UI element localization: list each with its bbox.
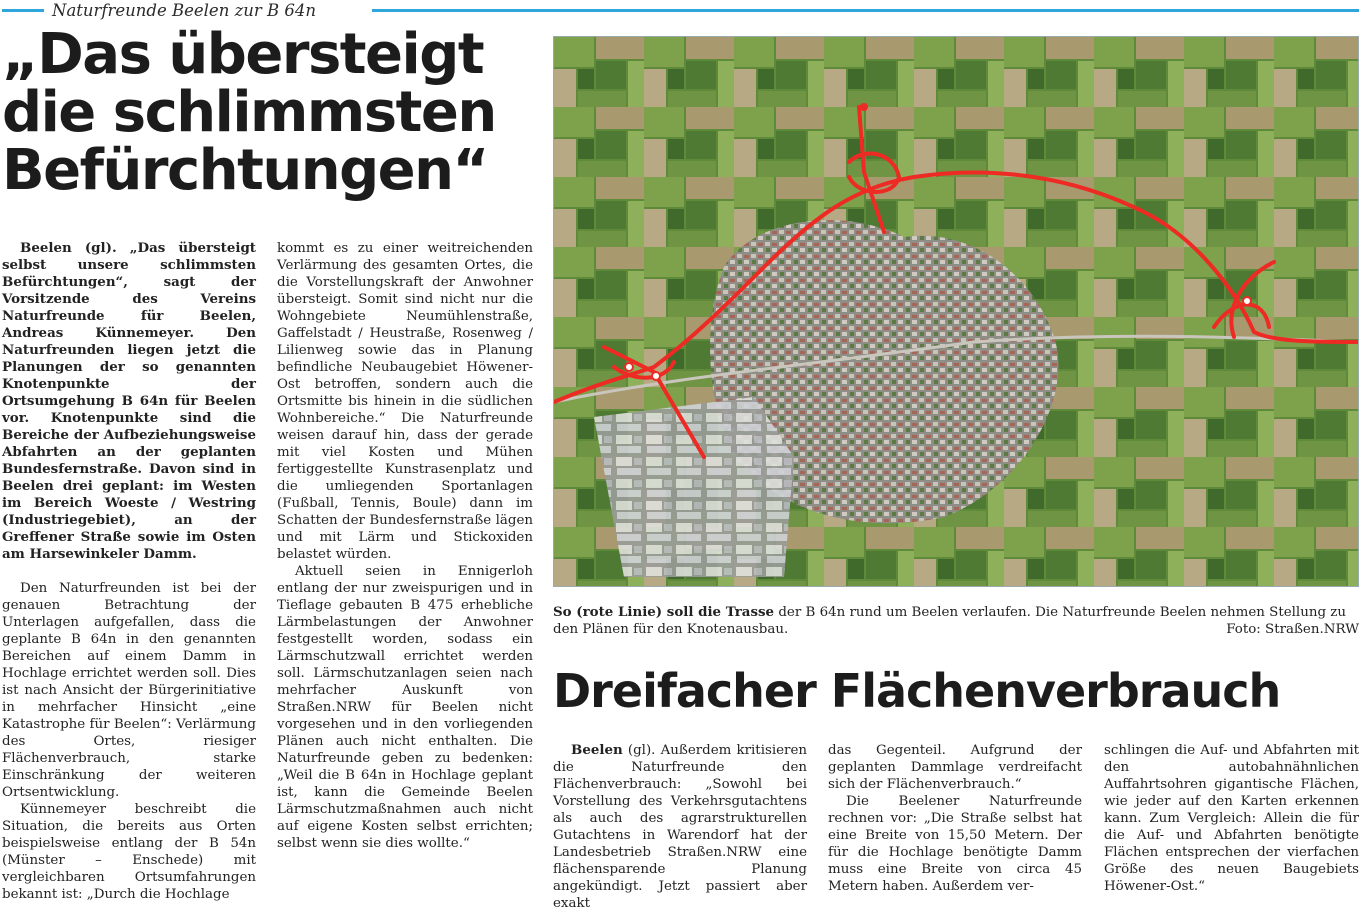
headline-line-2: die schlimmsten [2, 80, 496, 145]
headline-2: Dreifacher Flächenverbrauch [553, 664, 1281, 718]
headline-line-3: Befürchtungen“ [2, 138, 488, 203]
article1-paragraph: Aktuell seien in Ennigerloh entlang der nur zweispurigen und in Tieflage gebauten B 475 erhebliche Lärmbelastungen der Anwohner festgestellt worden, sodass ein Lärmschutzwall errichtet werden soll. Lärmschutzanlagen seien nach mehrfacher Auskunft von Straßen.NRW für Beelen nicht vorgesehen und in den vorliegenden Plänen auch nicht enthalten. Die Naturfreunde geben zu bedenken: „Weil die B 64n in Hochlage geplant ist, kann die Gemeinde Beelen Lärmschutzmaßnahmen auch nicht auf eigene Kosten selbst errichten; selbst wenn sie dies wollte.“ [277, 564, 533, 851]
article1-lead: Beelen (gl). „Das übersteigt selbst unsere schlimmsten Befürchtungen“, sagt der Vorsitzende des Vereins Naturfreunde für Beelen, Andreas Künnemeyer. Den Naturfreunden liegen jetzt die Planungen der so genannten Knotenpunkte der Ortsumgehung B 64n für Beelen vor. Knotenpunkte sind die Bereiche der Aufbeziehungsweise Abfahrten an der geplanten Bundesfernstraße. Davon sind in Beelen drei geplant: im Westen im Bereich Woeste / Westring (Industriegebiet), an der Greffener Straße sowie im Osten am Harsewinkeler Damm. [2, 240, 256, 562]
article1-column-2 [277, 240, 533, 852]
article1-paragraph: Den Naturfreunden ist bei der genauen Betrachtung der Unterlagen aufgefallen, dass die geplante B 64n in den genannten Bereichen auf einem Damm in Hochlage errichtet werden soll. Dies ist nach Ansicht der Bürgerinitiative in mehrfacher Hinsicht „eine Katastrophe für Beelen“: Verlärmung des Ortes, riesiger Flächenverbrauch, starke Einschränkung der weiteren Ortsentwicklung. [2, 581, 256, 800]
article1-paragraph: Künnemeyer beschreibt die Situation, die bereits aus Orten beispielsweise entlang der B 54n (Münster – Enschede) mit vergleichbaren Ortsumfahrungen bekannt ist: „Durch die Hochlage [2, 802, 256, 902]
kicker-rule-left [2, 9, 44, 12]
kicker-rule-right [372, 9, 1359, 12]
aerial-map-photo [553, 36, 1359, 587]
aerial-map-icon [554, 37, 1359, 587]
caption-text: der B 64n rund um Beelen verlaufen. Die Naturfreunde Beelen nehmen Stellung zu den Plänen für den Knotenausbau. [553, 605, 1346, 637]
kicker: Naturfreunde Beelen zur B 64n [52, 1, 317, 20]
article2-column-2 [828, 742, 1082, 895]
article2-paragraph: das Gegenteil. Aufgrund der geplanten Dammlage verdreifacht sich der Flächenverbrauch.“ [828, 743, 1082, 792]
article2-column-3 [1104, 742, 1359, 895]
headline-line-1: „Das übersteigt [2, 22, 484, 87]
headline [2, 22, 542, 203]
photo-caption [553, 604, 1359, 638]
caption-bold: So (rote Linie) soll die Trasse [553, 604, 775, 620]
article2-column-1 [553, 742, 807, 912]
article2-lead: Beelen [571, 742, 623, 758]
article2-text: (gl). Außerdem kritisieren die Naturfreunde den Flächenverbrauch: „Sowohl bei Vorstellung des Verkehrsgutachtens als auch des agrarstrukturellen Gutachtens in Warendorf hat der Landesbetrieb Straßen.NRW eine flächensparende Planung angekündigt. Jetzt passiert aber exakt [553, 743, 807, 911]
article1-column-1 [2, 240, 256, 903]
photo-credit: Foto: Straßen.NRW [1226, 622, 1359, 637]
article1-paragraph: kommt es zu einer weitreichenden Verlärmung des gesamten Ortes, die die Vorstellungskraft der Anwohner übersteigt. Somit sind nicht nur die Wohngebiete Neumühlenstraße, Gaffelstadt / Heustraße, Rosenweg / Lilienweg sowie das in Planung befindliche Neubaugebiet Höwener-Ost betroffen, sondern auch die Ortsmitte bis hinein in die südlichen Wohnbereiche.“ Die Naturfreunde weisen darauf hin, dass der gerade mit viel Kosten und Mühen fertiggestellte Kunstrasenplatz und die umliegenden Sportanlagen (Fußball, Tennis, Boule) dann im Schatten der Bundesfernstraße lägen und mit Lärm und Stickoxiden belastet würden. [277, 241, 533, 562]
article2-paragraph: schlingen die Auf- und Abfahrten mit den autobahnähnlichen Auffahrtsohren gigantische Flächen, wie jeder auf den Karten erkennen kann. Zum Vergleich: Allein die für die Auf- und Abfahrten benötigte Flächen entsprechen der vierfachen Größe des neuen Baugebiets Höwener-Ost.“ [1104, 743, 1359, 894]
article2-paragraph: Die Beelener Naturfreunde rechnen vor: „Die Straße selbst hat eine Breite von 15,50 Metern. Der für die Hochlage benötigte Damm muss eine Breite von circa 45 Metern haben. Außerdem ver- [828, 794, 1082, 894]
